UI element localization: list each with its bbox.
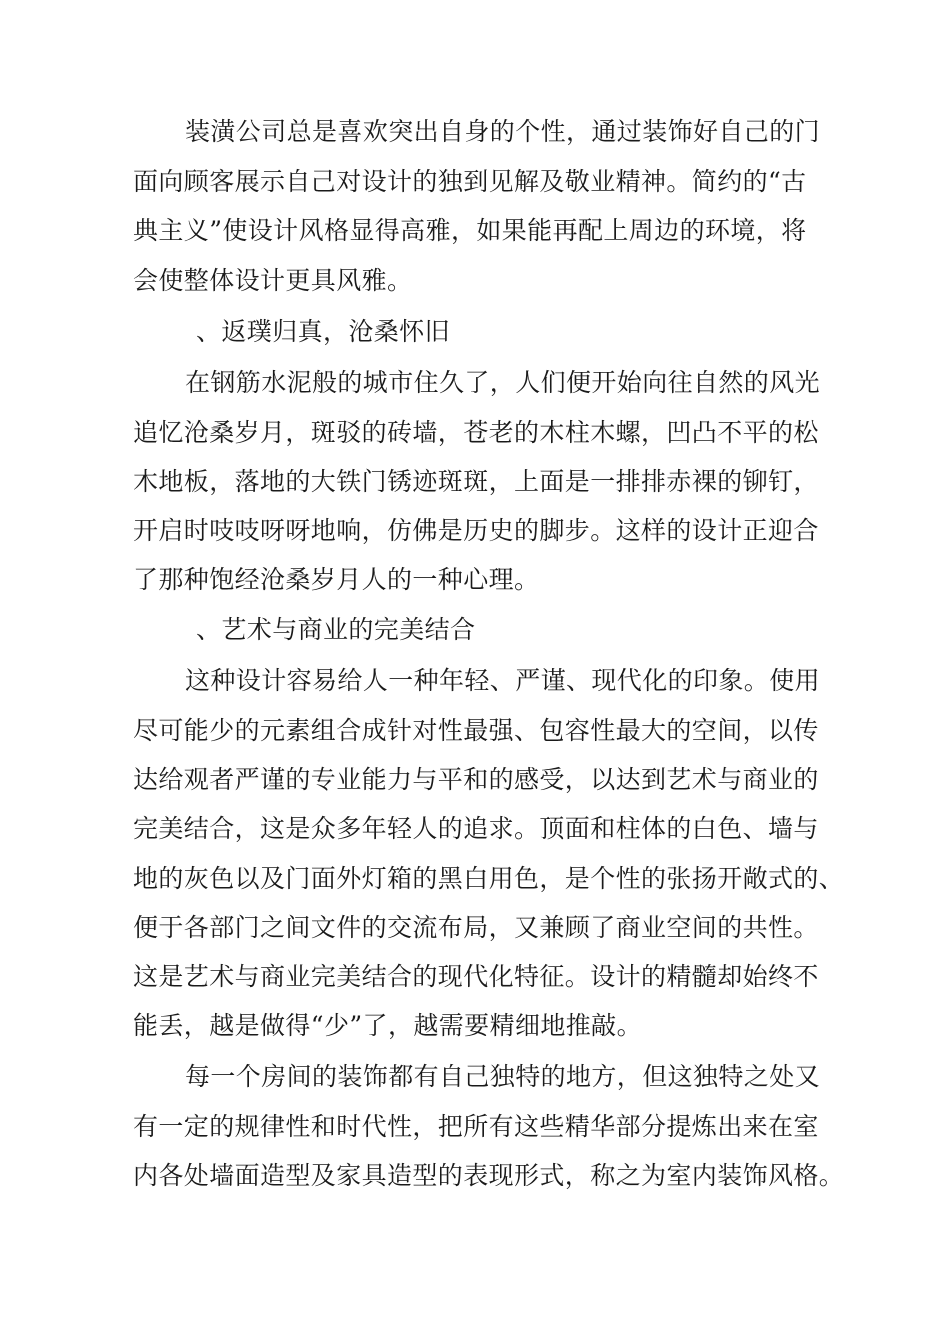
paragraph-line: 了那种饱经沧桑岁月人的一种心理。	[133, 565, 540, 594]
paragraph-line: 这种设计容易给人一种年轻、严谨、现代化的印象。使用	[185, 666, 821, 695]
paragraph-line: 便于各部门之间文件的交流布局，又兼顾了商业空间的共性。	[133, 913, 819, 942]
paragraph-line: 装潢公司总是喜欢突出自身的个性，通过装饰好自己的门	[185, 117, 821, 146]
paragraph-line: 会使整体设计更具风雅。	[133, 266, 413, 295]
paragraph-line: 这是艺术与商业完美结合的现代化特征。设计的精髓却始终不	[133, 962, 819, 991]
paragraph-line: 地的灰色以及门面外灯箱的黑白用色，是个性的张扬开敞式的、	[133, 864, 845, 893]
paragraph-line: 面向顾客展示自己对设计的独到见解及敬业精神。简约的“古	[133, 167, 807, 196]
paragraph-line: 尽可能少的元素组合成针对性最强、包容性最大的空间，以传	[133, 716, 819, 745]
paragraph-line: 木地板，落地的大铁门锈迹斑斑，上面是一排排赤裸的铆钉，	[133, 467, 819, 496]
paragraph-line: 典主义”使设计风格显得高雅，如果能再配上周边的环境，将	[133, 216, 807, 245]
section-heading: 、返璞归真，沧桑怀旧	[196, 317, 451, 346]
paragraph-line: 完美结合，这是众多年轻人的追求。顶面和柱体的白色、墙与	[133, 814, 819, 843]
section-heading: 、艺术与商业的完美结合	[196, 615, 476, 644]
paragraph-line: 每一个房间的装饰都有自己独特的地方，但这独特之处又	[185, 1062, 821, 1091]
paragraph-line: 有一定的规律性和时代性，把所有这些精华部分提炼出来在室	[133, 1112, 819, 1141]
paragraph-line: 能丢，越是做得“少”了，越需要精细地推敲。	[133, 1011, 642, 1040]
paragraph-line: 达给观者严谨的专业能力与平和的感受，以达到艺术与商业的	[133, 765, 819, 794]
paragraph-line: 在钢筋水泥般的城市住久了，人们便开始向往自然的风光	[185, 368, 821, 397]
paragraph-line: 内各处墙面造型及家具造型的表现形式，称之为室内装饰风格。	[133, 1161, 845, 1190]
paragraph-line: 开启时吱吱呀呀地响，仿佛是历史的脚步。这样的设计正迎合	[133, 516, 819, 545]
paragraph-line: 追忆沧桑岁月，斑驳的砖墙，苍老的木柱木螺，凹凸不平的松	[133, 418, 819, 447]
